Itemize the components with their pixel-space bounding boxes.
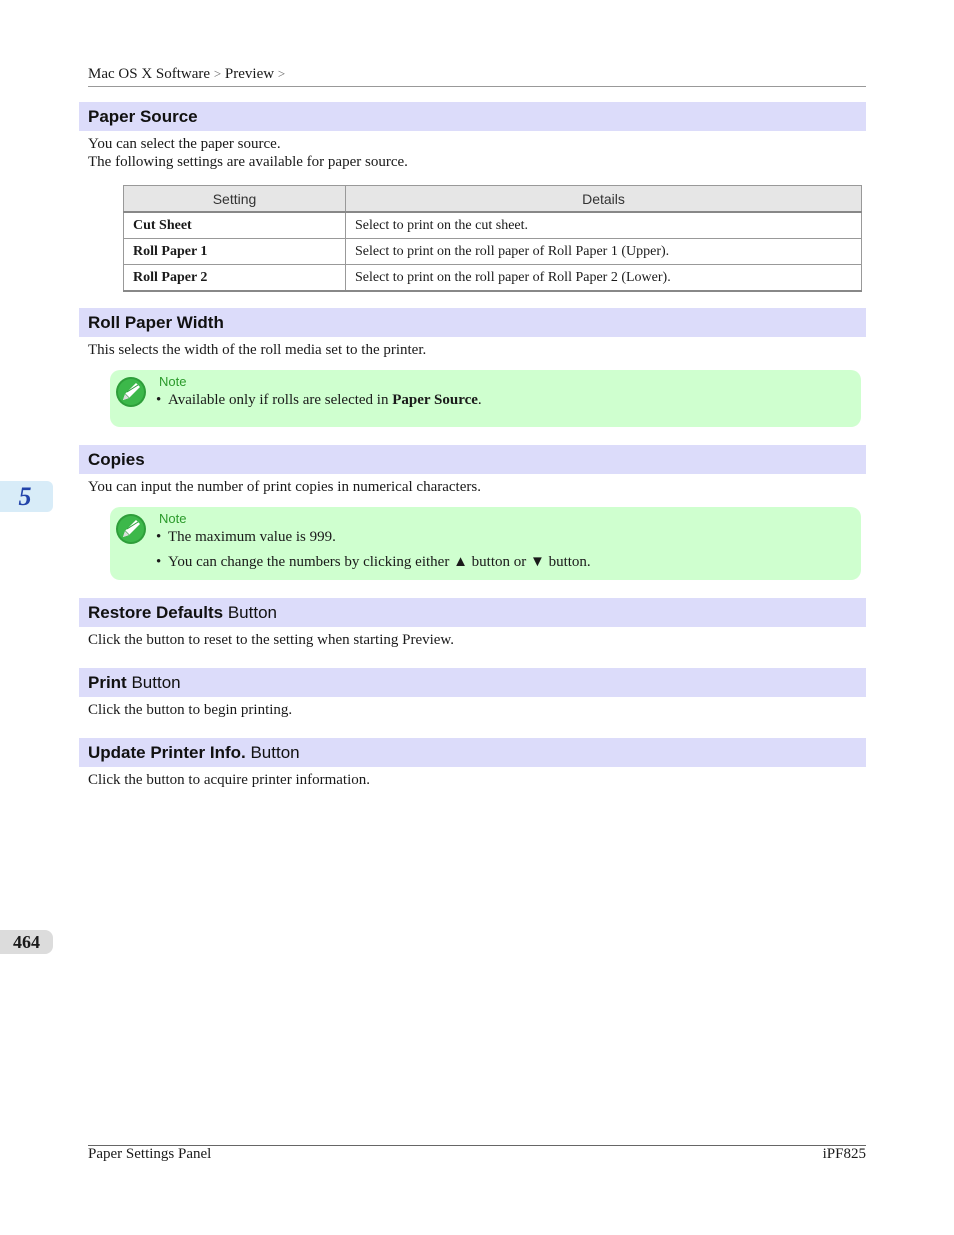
note-text: Available only if rolls are selected in: [168, 392, 393, 408]
bullet: •: [156, 554, 162, 570]
note-label: Note: [159, 511, 187, 526]
paragraph: Click the button to reset to the setting when starting Preview.: [88, 632, 455, 648]
table-row: [124, 239, 862, 265]
paragraph: You can select the paper source.: [88, 136, 281, 152]
note-list-item: [156, 529, 336, 546]
section-title-rest: Button: [223, 603, 277, 622]
section-title-rest: Button: [126, 673, 181, 692]
note-text: You can change the numbers by clicking either ▲ button or ▼ button.: [168, 554, 591, 570]
section-title: Copies: [88, 450, 145, 469]
breadcrumb-item[interactable]: Mac OS X Software: [88, 66, 211, 82]
table-cell-details: Select to print on the roll paper of Roll Paper 2 (Lower).: [346, 265, 862, 292]
section-heading-paper-source: [79, 102, 866, 131]
footer-model-name: iPF825: [822, 1146, 866, 1162]
section-title-bold: Restore Defaults: [88, 603, 224, 622]
table-header-setting: Setting: [124, 186, 346, 213]
section-heading-print: [79, 668, 866, 697]
breadcrumb-separator: >: [277, 66, 286, 81]
table-cell-setting: Roll Paper 2: [124, 265, 346, 292]
footer-section-title: Paper Settings Panel: [88, 1146, 212, 1162]
section-heading-update-printer-info: [79, 738, 866, 767]
bullet: •: [156, 392, 162, 408]
table-cell-setting: Roll Paper 1: [124, 239, 346, 265]
table-header-details: Details: [346, 186, 862, 213]
table-cell-details: Select to print on the roll paper of Roll Paper 1 (Upper).: [346, 239, 862, 265]
note-emphasis: Paper Source: [392, 392, 478, 408]
pencil-icon: [115, 513, 147, 545]
chapter-tab[interactable]: 5: [0, 481, 53, 512]
breadcrumb: [88, 66, 285, 83]
note-box: [110, 370, 861, 427]
paragraph: The following settings are available for paper source.: [88, 154, 408, 170]
paper-source-table: [123, 185, 862, 292]
bullet: •: [156, 529, 162, 545]
section-heading-roll-paper-width: [79, 308, 866, 337]
paragraph: Click the button to acquire printer information.: [88, 772, 371, 788]
header-divider: [88, 86, 866, 87]
pencil-icon: [115, 376, 147, 408]
page-number: 464: [0, 930, 53, 954]
note-box: [110, 507, 861, 580]
section-title: Paper Source: [88, 107, 198, 126]
breadcrumb-item[interactable]: Preview: [224, 66, 275, 82]
note-text: The maximum value is 999.: [168, 529, 336, 545]
section-title-rest: Button: [245, 743, 300, 762]
note-label: Note: [159, 374, 187, 389]
paragraph: You can input the number of print copies in numerical characters.: [88, 479, 481, 495]
section-title-bold: Print: [88, 673, 127, 692]
section-heading-copies: [79, 445, 866, 474]
note-list-item: [156, 392, 482, 409]
table-header-row: [124, 186, 862, 213]
section-heading-restore-defaults: [79, 598, 866, 627]
table-row: [124, 212, 862, 239]
breadcrumb-separator: >: [213, 66, 222, 81]
section-title-bold: Update Printer Info.: [88, 743, 246, 762]
paragraph: Click the button to begin printing.: [88, 702, 293, 718]
note-text: .: [477, 392, 482, 408]
paragraph: This selects the width of the roll media set to the printer.: [88, 342, 427, 358]
section-title: Roll Paper Width: [88, 313, 224, 332]
table-row: [124, 265, 862, 292]
table-cell-details: Select to print on the cut sheet.: [346, 212, 862, 239]
note-list-item: [156, 554, 591, 571]
table-cell-setting: Cut Sheet: [124, 212, 346, 239]
